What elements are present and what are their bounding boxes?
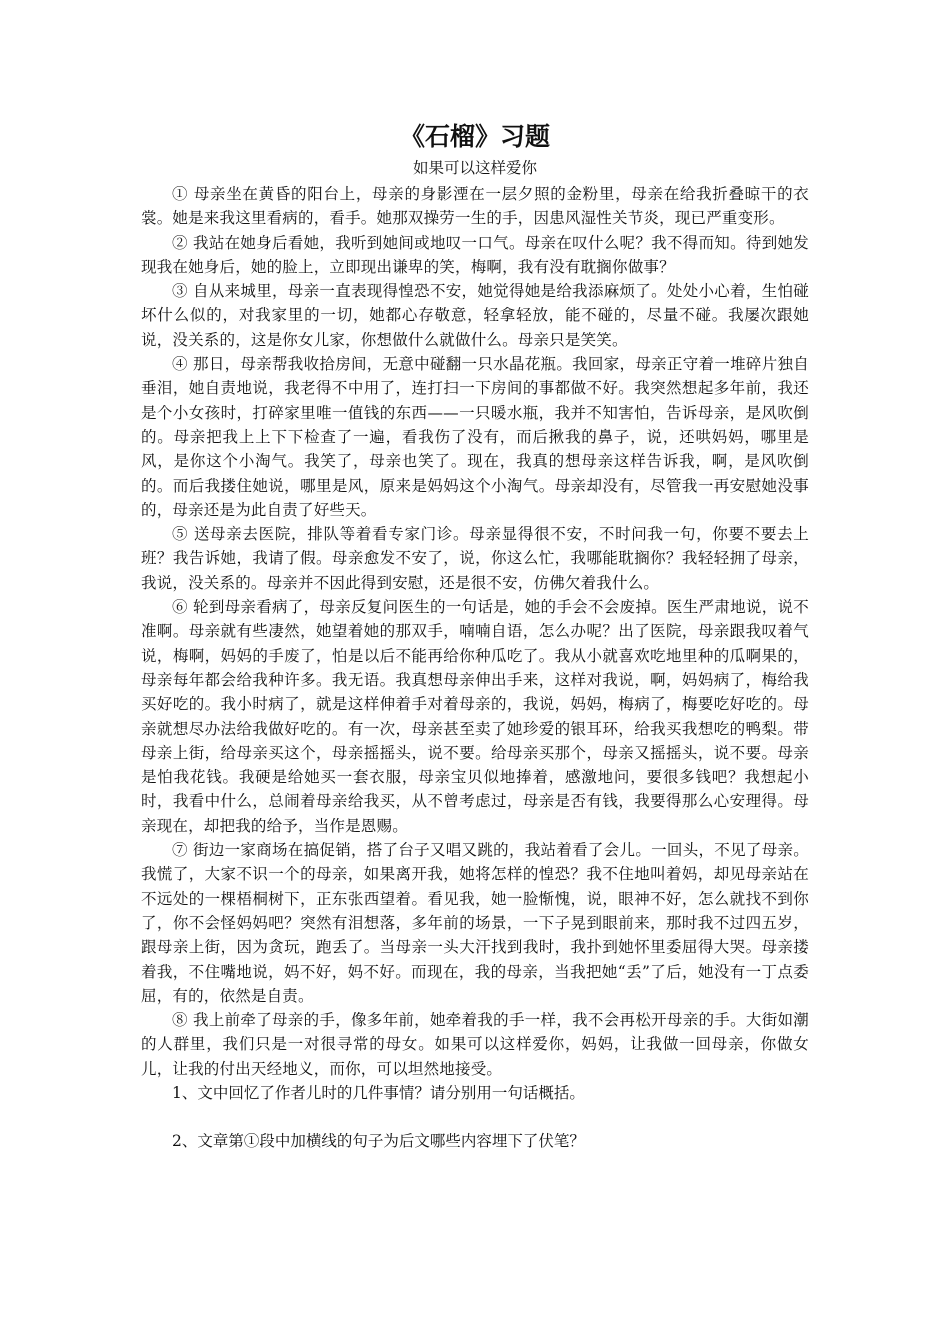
document-page [141, 118, 809, 1154]
paragraph-6: ⑥ 轮到母亲看病了，母亲反复问医生的一句话是，她的手会不会废掉。医生严肃地说，说不准啊。母亲就有些凄然，她望着她的那双手，喃喃自语，怎么办呢？出了医院，母亲跟我叹着气说，梅啊，妈妈的手废了，怕是以后不能再给你种瓜吃了。我从小就喜欢吃地里种的瓜啊果的，母亲每年都会给我种许多。我无语。我真想母亲伸出手来，这样对我说，啊，妈妈病了，梅给我买好吃的。我小时病了，就是这样伸着手对着母亲的，我说，妈妈，梅病了，梅要吃好吃的。母亲就想尽办法给我做好吃的。有一次，母亲甚至卖了她珍爱的银耳环，给我买我想吃的鸭梨。带母亲上街，给母亲买这个，母亲摇摇头，说不要。给母亲买那个，母亲又摇摇头，说不要。母亲是怕我花钱。我硬是给她买一套衣服，母亲宝贝似地捧着，感激地问，要很多钱吧？我想起小时，我看中什么，总闹着母亲给我买，从不曾考虑过，母亲是否有钱，我要得那么心安理得。母亲现在，却把我的给予，当作是恩赐。 [141, 598, 809, 835]
article-subtitle: 如果可以这样爱你 [412, 159, 537, 177]
paragraph-8: ⑧ 我上前牵了母亲的手，像多年前，她牵着我的手一样，我不会再松开母亲的手。大街如潮的人群里，我们只是一对很寻常的母女。如果可以这样爱你，妈妈，让我做一回母亲，你做女儿，让我的付出天经地义，而你，可以坦然地接受。 [141, 1011, 809, 1078]
paragraph-7: ⑦ 街边一家商场在搞促销，搭了台子又唱又跳的，我站着看了会儿。一回头，不见了母亲。我慌了，大家不识一个的母亲，如果离开我，她将怎样的惶恐？我不住地叫着妈，却见母亲站在不远处的一棵梧桐树下，正东张西望着。看见我，她一脸惭愧，说，眼神不好，怎么就找不到你了，你不会怪妈妈吧？突然有泪想落，多年前的场景，一下子晃到眼前来，那时我不过四五岁，跟母亲上街，因为贪玩，跑丢了。当母亲一头大汗找到我时，我扑到她怀里委屈得大哭。母亲搂着我，不住嘴地说，妈不好，妈不好。而现在，我的母亲，当我把她“丢”了后，她没有一丁点委屈，有的，依然是自责。 [141, 841, 809, 1005]
answer-space [141, 1105, 809, 1129]
question-1: 1、文中回忆了作者儿时的几件事情？请分别用一句话概括。 [172, 1083, 585, 1102]
paragraph-4: ④ 那日，母亲帮我收拾房间，无意中碰翻一只水晶花瓶。我回家，母亲正守着一堆碎片独自垂泪，她自责地说，我老得不中用了，连打扫一下房间的事都做不好。我突然想起多年前，我还是个小女孩时，打碎家里唯一值钱的东西——一只暖水瓶，我并不知害怕，告诉母亲，是风吹倒的。母亲把我上上下下检查了一遍，看我伤了没有，而后揪我的鼻子，说，还哄妈妈，哪里是风，是你这个小淘气。我笑了，母亲也笑了。现在，我真的想母亲这样告诉我，啊，是风吹倒的。而后我搂住她说，哪里是风，原来是妈妈这个小淘气。母亲却没有，尽管我一再安慰她没事的，母亲还是为此自责了好些天。 [141, 355, 809, 519]
document-title: 《石榴》习题 [399, 122, 550, 151]
paragraph-5: ⑤ 送母亲去医院，排队等着看专家门诊。母亲显得很不安，不时问我一句，你要不要去上班？我告诉她，我请了假。母亲愈发不安了，说，你这么忙，我哪能耽搁你？我轻轻拥了母亲，我说，没关系的。母亲并不因此得到安慰，还是很不安，仿佛欠着我什么。 [141, 525, 809, 592]
paragraph-2: ② 我站在她身后看她，我听到她间或地叹一口气。母亲在叹什么呢？我不得而知。待到她发现我在她身后，她的脸上，立即现出谦卑的笑，梅啊，我有没有耽搁你做事？ [141, 233, 809, 276]
paragraph-1: ① 母亲坐在黄昏的阳台上，母亲的身影湮在一层夕照的金粉里，母亲在给我折叠晾干的衣裳。她是来我这里看病的，看手。她那双操劳一生的手，因患风湿性关节炎，现已严重变形。 [141, 185, 809, 228]
question-2: 2、文章第①段中加横线的句子为后文哪些内容埋下了伏笔？ [172, 1132, 585, 1151]
paragraph-3: ③ 自从来城里，母亲一直表现得惶恐不安，她觉得她是给我添麻烦了。处处小心着，生怕碰坏什么似的，对我家里的一切，她都心存敬意，轻拿轻放，能不碰的，尽量不碰。我屡次跟她说，没关系的，这是你女儿家，你想做什么就做什么。母亲只是笑笑。 [141, 282, 809, 349]
